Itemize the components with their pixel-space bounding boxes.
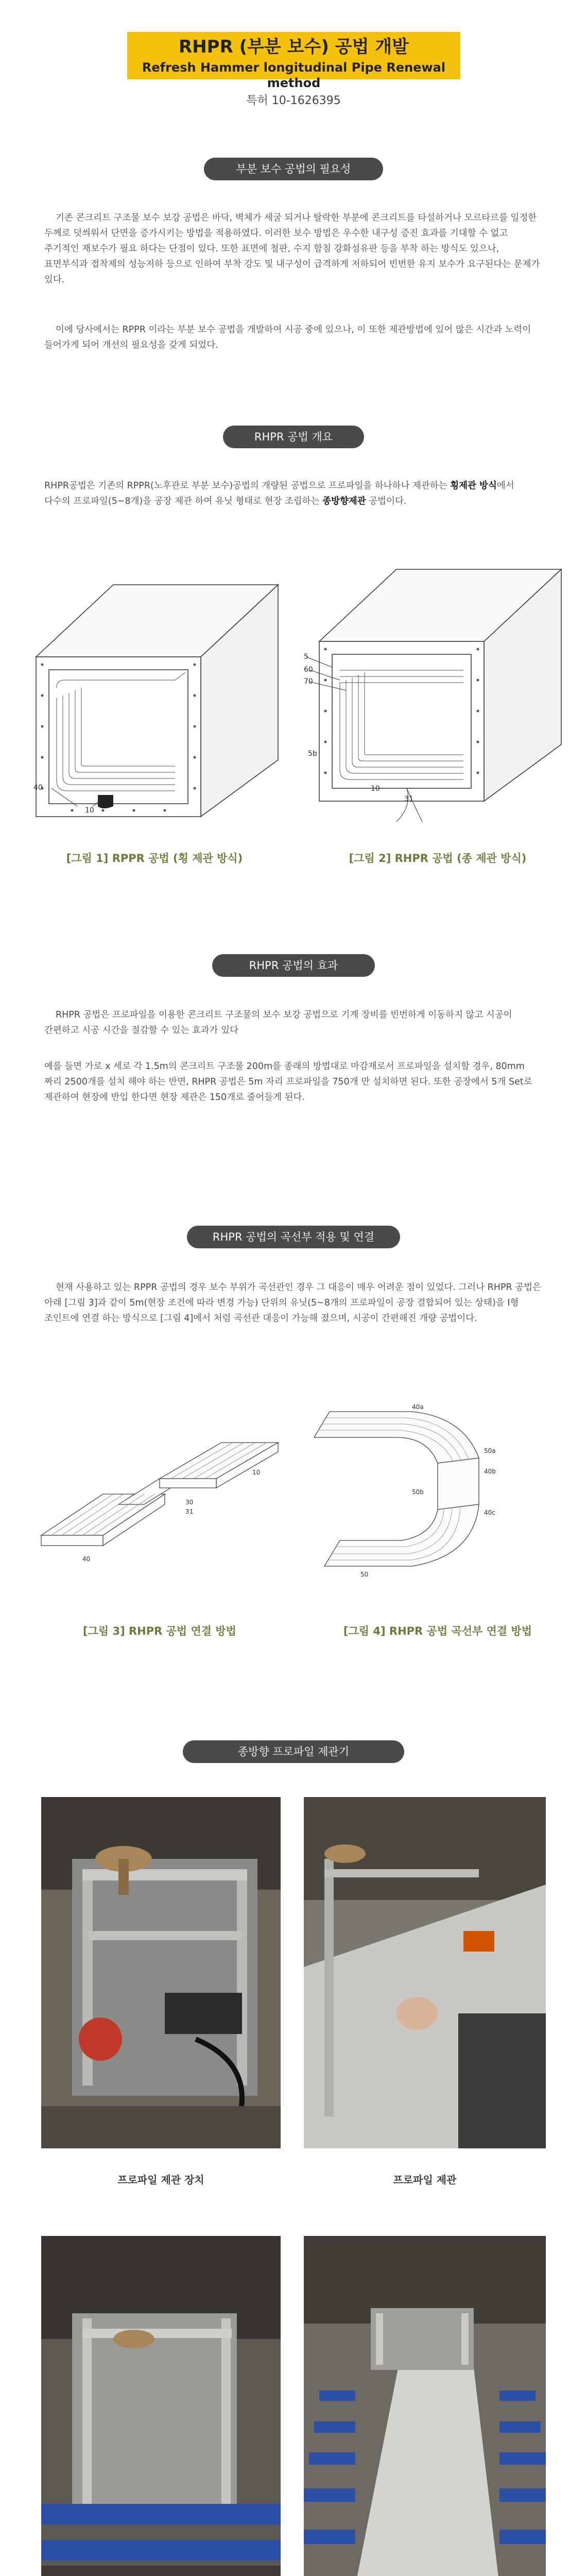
photo-1-caption: 프로파일 제관 장치 [117, 2174, 204, 2186]
section-2-text-a: RHPR공법은 기존의 RPPR(노후관로 부분 보수)공법의 개량된 공법으로 프로파일을 하나하나 제관하는 [44, 481, 451, 491]
figure-2-label-5b: 5b [308, 750, 317, 758]
figure-2-label-10: 10 [371, 785, 380, 793]
section-1-title: 부분 보수 공법의 필요성 [204, 158, 383, 180]
page-subtitle: Refresh Hammer longitudinal Pipe Renewal method [142, 60, 446, 90]
figure-4-caption: [그림 4] RHPR 공법 곡선부 연결 방법 [343, 1625, 532, 1637]
section-2-header [0, 426, 587, 448]
figure-1-label-10: 10 [85, 806, 94, 815]
section-1-paragraph-1: 기존 콘크리트 구조물 보수 보강 공법은 바닥, 벽체가 세굴 되거나 탈락한 부분에 콘크리트를 타설하거나 모르타르를 일정한 두께로 덧씌워서 단면을 증가시키는 방법을 적용하였다. 이러한 보수 방법은 우수한 내구성 증진 효과를 기대할 수 없고 주기적인 재보수가 필요 하다는 단점이 있다. 또한 표면에 철판, 수지 함침 강화섬유판 등을 부착 하는 방식도 있으나, 표면부식과 접착제의 성능저하 등으로 인하여 부착 강도 및 내구성이 급격하게 저하되어 빈번한 유지 보수가 요구된다는 문제가 있다. [44, 213, 540, 285]
figure-4-diagram [309, 1401, 566, 1597]
figure-3-label-40: 40 [82, 1555, 91, 1563]
figure-2-caption: [그림 2] RHPR 공법 (종 제관 방식) [349, 852, 527, 865]
figure-2-label-70: 70 [304, 677, 313, 686]
figure-4-label-40c: 40c [484, 1509, 495, 1516]
photo-profile-machine-3 [41, 2236, 281, 2576]
section-2-text-d: 종방향제관 [322, 496, 366, 506]
figure-4-label-50: 50 [360, 1571, 369, 1578]
section-3-paragraph-1: RHPR 공법은 프로파일을 이용한 콘크리트 구조물의 보수 보강 공법으로 기계 장비를 빈번하게 이동하지 않고 시공이 간편하고 시공 시간을 절감할 수 있는 효과가 있다 [44, 1010, 512, 1036]
section-2-title: RHPR 공법 개요 [223, 426, 364, 448]
figure-3-label-10: 10 [252, 1469, 261, 1476]
figure-3-caption: [그림 3] RHPR 공법 연결 방법 [83, 1625, 236, 1637]
figure-1-label-40: 40 [33, 784, 43, 792]
header-banner [127, 32, 460, 90]
figure-4-label-40b: 40b [484, 1468, 496, 1475]
section-2-text-b: 횡제관 방식 [450, 481, 497, 491]
figure-1-diagram [21, 564, 288, 824]
section-4-paragraph: 현재 사용하고 있는 RPPR 공법의 경우 보수 부위가 곡선관인 경우 그 대응이 매우 어려운 점이 있었다. 그러나 RHPR 공법은 아래 [그림 3]과 같이 5m(현장 조건에 따라 변경 가능) 단위의 유닛(5~8개의 프로파일이 공장 결합되어 있는 상태)을 I형 조인트에 연결 하는 방식으로 [그림 4]에서 처럼 곡선관 대응이 가능해 졌으며, 시공이 간편해진 개량 공법이다. [44, 1282, 541, 1324]
section-5-header [0, 1740, 587, 1763]
photo-profile-machine-2 [304, 1797, 546, 2148]
section-3-header [0, 954, 587, 977]
section-4-title: RHPR 공법의 곡선부 적용 및 연결 [187, 1226, 400, 1248]
figure-2-label-31: 31 [404, 795, 413, 803]
figure-4-label-40a: 40a [412, 1403, 424, 1411]
section-2-paragraph [44, 478, 543, 509]
photo-profile-machine-4 [304, 2236, 546, 2576]
page-title: RHPR (부분 보수) 공법 개발 [179, 37, 409, 57]
photo-2-caption: 프로파일 제관 [393, 2174, 457, 2186]
figure-3-label-31: 31 [185, 1508, 194, 1515]
section-2-text-c: 에서 다수의 프로파일(5~8개)을 공장 제관 하여 유닛 형태로 현장 조립하는 [44, 481, 514, 506]
section-3-paragraph-2: 예를 들면 가로 x 세로 각 1.5m의 콘크리트 구조물 200m를 종래의 방법대로 마감재로서 프로파일을 설치할 경우, 80mm 짜리 2500개를 설치 해야 하는 반면, RHPR 공법은 5m 자리 프로파일을 750개 만 설치하면 된다. 또한 공장에서 5개 Set로 제관하여 현장에 반입 한다면 현장 제관은 150개로 줄어들게 된다. [44, 1061, 532, 1103]
figure-2-label-60: 60 [304, 666, 313, 674]
figure-3-label-30: 30 [185, 1499, 194, 1506]
section-2-text-e: 공법이다. [366, 496, 407, 506]
patent-number: 특허 10-1626395 [246, 94, 341, 107]
section-4-header [0, 1226, 587, 1248]
photo-profile-machine-1 [41, 1797, 281, 2148]
section-3-title: RHPR 공법의 효과 [212, 954, 375, 977]
figure-1-caption: [그림 1] RPPR 공법 (횡 제관 방식) [66, 852, 243, 865]
figure-4-label-50a: 50a [484, 1447, 496, 1454]
section-1-paragraph-2: 이에 당사에서는 RPPR 이라는 부분 보수 공법을 개발하여 시공 중에 있으나, 이 또한 제관방법에 있어 많은 시간과 노력이 들어가게 되어 개선의 필요성을 갖게 되었다. [44, 325, 531, 350]
figure-4-label-50b: 50b [412, 1488, 424, 1496]
figure-2-label-5: 5 [304, 653, 308, 661]
figure-3-diagram [31, 1432, 299, 1597]
section-5-title: 종방향 프로파일 제관기 [183, 1740, 404, 1763]
section-1-header [0, 158, 587, 180]
figure-2-diagram [304, 564, 572, 824]
